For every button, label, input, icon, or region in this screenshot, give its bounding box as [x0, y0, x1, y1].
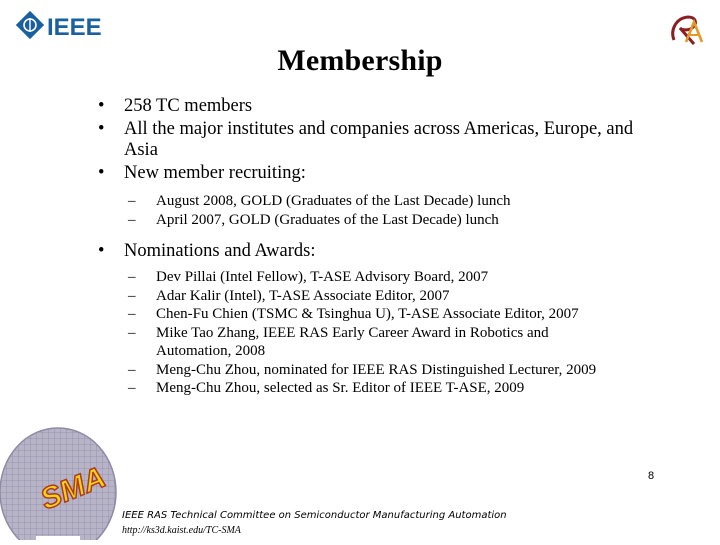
sub-bullet-text: Chen-Fu Chien (TSMC & Tsinghua U), T-ASE Associate Editor, 2007 — [156, 306, 579, 322]
bullet-item — [98, 96, 698, 117]
sub-bullet-text: April 2007, GOLD (Graduates of the Last Decade) lunch — [156, 211, 499, 228]
dash-marker: – — [128, 306, 136, 322]
dash-marker: – — [128, 324, 136, 341]
sub-bullet-item — [98, 192, 698, 211]
sub-bullet-item — [98, 287, 698, 306]
sub-bullet-text: Dev Pillai (Intel Fellow), T-ASE Advisory Board, 2007 — [156, 269, 489, 285]
footer-committee: IEEE RAS Technical Committee on Semiconductor Manufacturing Automation — [122, 510, 507, 521]
sub-bullet-text: August 2008, GOLD (Graduates of the Last Decade) lunch — [156, 193, 511, 209]
bullet-text: Nominations and Awards: — [124, 241, 316, 261]
bullet-text: All the major institutes and companies across Americas, Europe, and — [124, 119, 634, 139]
bullet-marker: • — [98, 163, 105, 183]
dash-marker: – — [128, 211, 136, 228]
sub-bullet-text: Meng-Chu Zhou, selected as Sr. Editor of IEEE T-ASE, 2009 — [156, 380, 525, 396]
bullet-marker: • — [98, 241, 105, 261]
bullet-marker: • — [98, 119, 105, 139]
sub-bullet-item — [98, 211, 698, 230]
page-number: 8 — [648, 470, 655, 482]
sub-bullet-item — [98, 268, 698, 287]
sub-bullet-text-continued: Automation, 2008 — [156, 343, 266, 359]
sub-bullet-text: Adar Kalir (Intel), T-ASE Associate Editor, 2007 — [156, 287, 450, 304]
slide-title: Membership — [277, 44, 443, 77]
dash-marker: – — [128, 361, 136, 378]
sub-bullet-item — [98, 324, 698, 361]
footer-url[interactable]: http://ks3d.kaist.edu/TC-SMA — [122, 525, 241, 536]
bullet-text: New member recruiting: — [124, 163, 306, 183]
slide-content — [98, 96, 698, 398]
bullet-item — [98, 163, 698, 184]
sub-bullet-text: Meng-Chu Zhou, nominated for IEEE RAS Distinguished Lecturer, 2009 — [156, 361, 597, 378]
ieee-logo-text: IEEE — [47, 14, 102, 41]
sma-logo-text: SMA — [36, 460, 111, 517]
sub-bullet-item — [98, 379, 698, 398]
bullet-item — [98, 241, 698, 262]
sub-bullet-item — [98, 305, 698, 324]
sub-bullet-item — [98, 361, 698, 380]
dash-marker: – — [128, 193, 136, 209]
dash-marker: – — [128, 287, 136, 304]
dash-marker: – — [128, 269, 136, 285]
bullet-text-continued: Asia — [124, 140, 158, 160]
robotics-automation-logo — [664, 12, 708, 48]
ieee-logo — [14, 10, 114, 48]
ieee-diamond-icon — [16, 11, 44, 39]
bullet-item — [98, 119, 698, 161]
dash-marker: – — [128, 380, 136, 396]
bullet-marker: • — [98, 96, 105, 116]
sma-wafer-logo — [0, 408, 120, 540]
sub-bullet-text: Mike Tao Zhang, IEEE RAS Early Career Award in Robotics and — [156, 324, 549, 341]
bullet-text: 258 TC members — [124, 96, 253, 116]
